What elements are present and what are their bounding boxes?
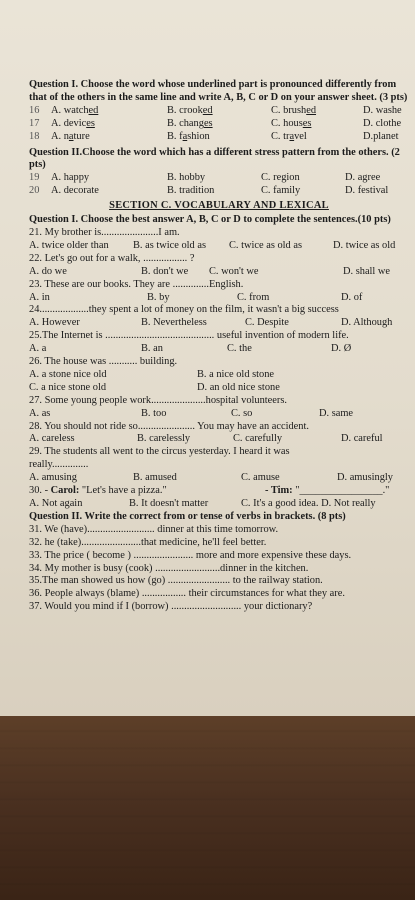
verb-item-36: 36. People always (blame) ................. their circumstances for what they are. — [29, 588, 345, 600]
question-1-heading: Question I. Choose the word whose underlined part is pronounced differently from that of the others in the same line and write A, B, C or D on your answer sheet. (3 pts) — [29, 79, 408, 103]
question-text: 25.The Internet is .......................................... useful invention of modern life. — [29, 330, 349, 342]
option-a: A. However — [29, 317, 80, 329]
option-d: D. Ø — [331, 343, 352, 355]
option-a: A. in — [29, 291, 50, 303]
question-text: 22. Let's go out for a walk, ................. ? — [29, 252, 195, 264]
verbs-question-heading: Question II. Write the correct from or tense of verbs in brackets. (8 pts) — [29, 510, 346, 522]
question-text: 28. You should not ride so...................... You may have an accident. — [29, 420, 309, 432]
verb-item-34: 34. My mother is busy (cook) .........................dinner in the kitchen. — [29, 562, 309, 574]
option-c: C. carefully — [233, 433, 283, 445]
option-c: C. from — [237, 291, 270, 303]
option-d: D. agree — [345, 172, 381, 184]
option-d: D. washe — [363, 104, 402, 116]
option-a: A. nature — [51, 130, 90, 142]
option-d: D. careful — [341, 433, 383, 445]
option-b: B. tradition — [167, 185, 215, 197]
option-c: C. family — [261, 185, 301, 197]
wooden-table-surface — [0, 716, 415, 900]
option-d: D. clothe — [363, 117, 402, 129]
option-a: A. decorate — [51, 185, 99, 197]
option-b: B. an — [141, 343, 163, 355]
item-number: 20 — [29, 185, 40, 197]
option-a: A. twice older than — [29, 239, 109, 251]
option-d: D. Not really — [321, 498, 376, 509]
option-c: C. a nice stone old — [29, 381, 107, 393]
question-22 — [29, 253, 409, 279]
option-a: A. do we — [29, 265, 67, 277]
option-c: C. houses — [271, 117, 312, 129]
question-27 — [29, 395, 409, 421]
section-c-title: SECTION C. VOCABULARY AND LEXICAL — [109, 200, 329, 212]
options-row-2 — [29, 382, 409, 395]
verb-item-35: 35.The man showed us how (go) ........................ to the railway station. — [29, 575, 323, 587]
option-c: C. won't we — [209, 265, 259, 277]
option-a: A. a stone nice old — [29, 368, 107, 380]
section-c-question-1-heading: Question I. Choose the best answer A, B, C or D to complete the sentences.(10 pts) — [29, 214, 391, 226]
options — [29, 317, 409, 330]
option-a: A. careless — [29, 433, 75, 445]
item-number: 16 — [29, 104, 40, 116]
question-text: 24...................they spent a lot of money on the film, it wasn't a big success — [29, 304, 339, 316]
question-text-continued: really.............. — [29, 459, 89, 471]
option-c: C. travel — [271, 130, 307, 142]
option-c: C. It's a good idea — [241, 498, 316, 509]
option-a: A. watched — [51, 104, 99, 116]
option-c: C. Despite — [245, 317, 289, 329]
question-text: 23. These are our books. They are ..............English. — [29, 278, 244, 290]
option-c: C. the — [227, 343, 252, 355]
verb-item-32: 32. he (take).......................that medicine, he'll feel better. — [29, 536, 267, 548]
option-d: D. twice as old — [333, 239, 396, 251]
options-c-d: C. It's a good idea. D. Not really — [241, 498, 376, 509]
option-b: B. crooked — [167, 104, 213, 116]
question-29 — [29, 446, 409, 485]
option-d: D. Although — [341, 317, 393, 329]
question-text: 29. The students all went to the circus yesterday. I heard it was — [29, 446, 290, 458]
option-d: D. same — [319, 407, 354, 419]
question-text: 26. The house was ........... building. — [29, 356, 178, 368]
question-30 — [29, 485, 409, 511]
option-a: A. amusing — [29, 472, 77, 484]
verb-item-37: 37. Would you mind if I (borrow) ........................... your dictionary? — [29, 601, 313, 613]
option-a: A. devices — [51, 117, 95, 129]
item-number: 17 — [29, 117, 40, 129]
item-18 — [29, 131, 409, 144]
question-text: 27. Some young people work.....................hospital volunteers. — [29, 394, 288, 406]
option-b: B. a nice old stone — [197, 368, 275, 380]
option-b: B. too — [141, 407, 167, 419]
options — [29, 240, 409, 253]
item-20 — [29, 185, 409, 198]
options — [29, 472, 409, 485]
option-d: D. of — [341, 291, 363, 303]
item-19 — [29, 172, 409, 185]
option-d: D. an old nice stone — [197, 381, 280, 393]
option-d: D. amusingly — [337, 472, 393, 484]
option-d: D. shall we — [343, 265, 391, 277]
option-c: C. so — [231, 407, 253, 419]
question-23 — [29, 279, 409, 305]
verb-item-33: 33. The price ( become ) ....................... more and more expensive these days. — [29, 549, 352, 561]
question-text — [29, 485, 409, 498]
options — [29, 266, 409, 279]
question-text: 21. My brother is......................I am. — [29, 226, 180, 238]
option-b: B. hobby — [167, 172, 206, 184]
option-b: B. fashion — [167, 130, 210, 142]
options — [29, 343, 409, 356]
option-a: A. happy — [51, 172, 90, 184]
option-c: C. amuse — [241, 472, 280, 484]
option-a: A. Not again — [29, 498, 83, 509]
option-b: B. as twice old as — [133, 239, 207, 251]
tim-line: - Tim: "________________." — [265, 485, 390, 497]
question-21 — [29, 227, 409, 253]
options — [29, 408, 409, 421]
option-b: B. It doesn't matter — [129, 498, 209, 509]
option-c: C. region — [261, 172, 300, 184]
question-25 — [29, 330, 409, 356]
option-d: D. festival — [345, 185, 389, 197]
item-17 — [29, 118, 409, 131]
option-a: A. a — [29, 343, 47, 355]
question-26 — [29, 356, 409, 395]
options — [29, 433, 409, 446]
item-16 — [29, 105, 409, 118]
option-d: D.planet — [363, 130, 399, 142]
option-b: B. carelessly — [137, 433, 191, 445]
item-number: 18 — [29, 130, 40, 142]
option-b: B. amused — [133, 472, 177, 484]
option-a: A. as — [29, 407, 51, 419]
option-c: C. brushed — [271, 104, 317, 116]
options — [29, 498, 409, 511]
question-28 — [29, 421, 409, 447]
option-b: B. changes — [167, 117, 213, 129]
question-24 — [29, 304, 409, 330]
option-b: B. by — [147, 291, 170, 303]
carol-line: 30. - Carol: "Let's have a pizza." — [29, 485, 167, 497]
options-row-1 — [29, 369, 409, 382]
verb-item-31: 31. We (have).......................... dinner at this time tomorrow. — [29, 523, 279, 535]
option-b: B. don't we — [141, 265, 189, 277]
option-b: B. Nevertheless — [141, 317, 207, 329]
item-number: 19 — [29, 172, 40, 184]
options — [29, 292, 409, 305]
option-c: C. twice as old as — [229, 239, 303, 251]
question-2-heading: Question II.Choose the word which has a different stress pattern from the others. (2 pts) — [29, 146, 400, 171]
